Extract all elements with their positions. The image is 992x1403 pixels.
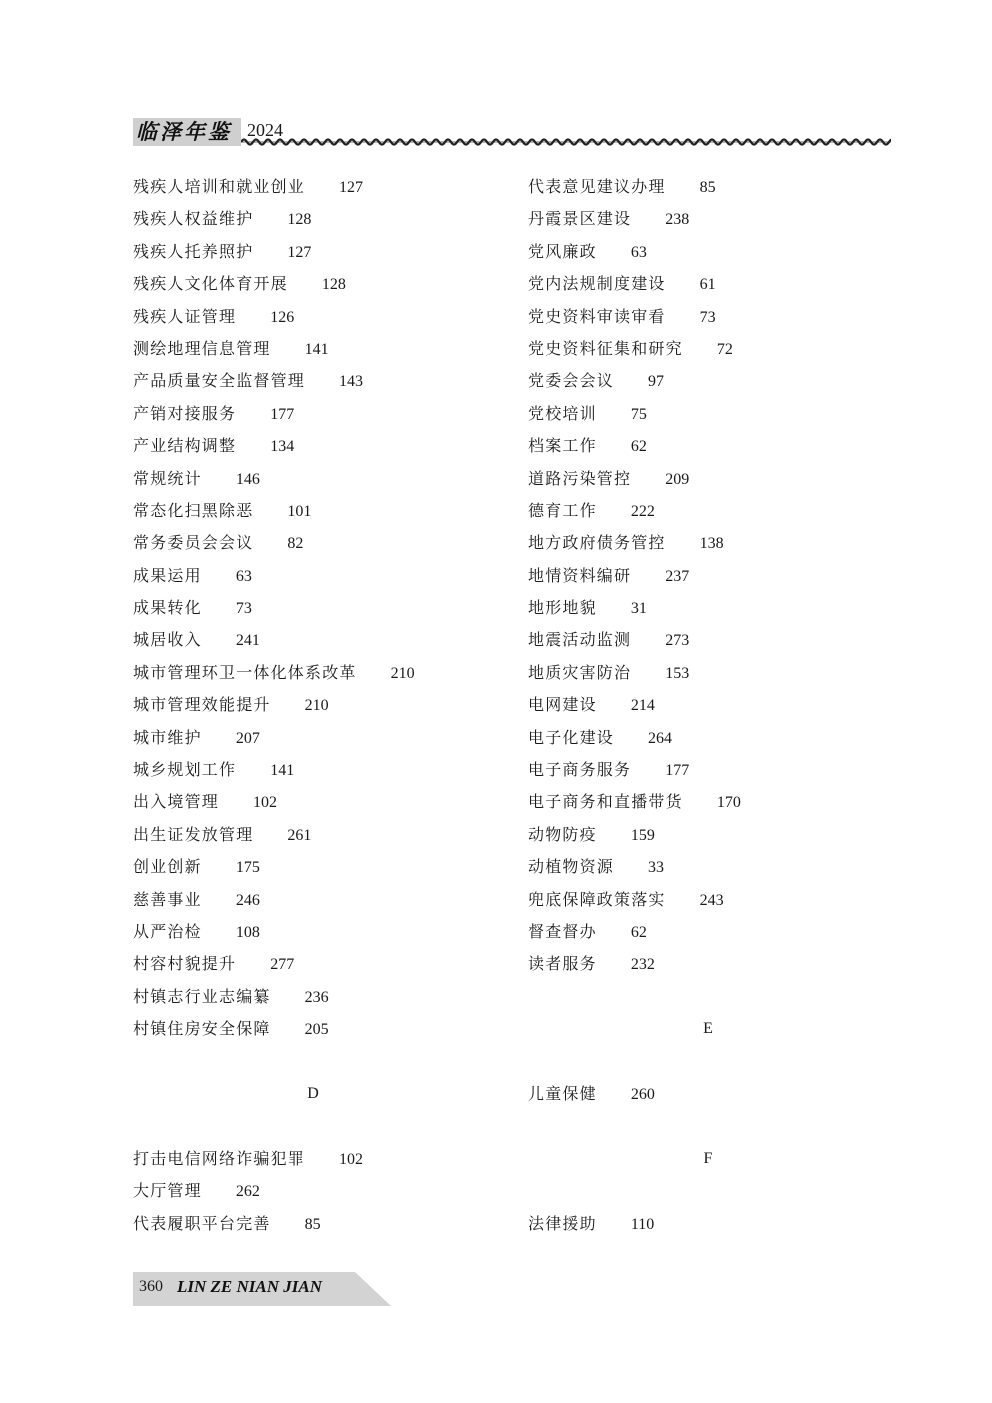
- index-term: 儿童保健: [528, 1083, 597, 1103]
- index-term: 常务委员会会议: [133, 533, 254, 553]
- index-page-number: 236: [304, 988, 329, 1006]
- index-term: 督查督办: [528, 921, 597, 941]
- index-page-number: 210: [390, 664, 415, 682]
- index-entry: [528, 306, 908, 338]
- index-term: 常态化扫黑除恶: [133, 500, 254, 520]
- index-term: 党内法规制度建设: [528, 274, 666, 294]
- index-term: 道路污染管控: [528, 468, 632, 488]
- index-column-left: [133, 176, 513, 1245]
- index-page-number: 134: [270, 438, 295, 456]
- index-page-number: 108: [235, 923, 260, 941]
- index-term: 测绘地理信息管理: [133, 338, 271, 358]
- index-term: 地震活动监测: [528, 630, 632, 650]
- index-term: 城市维护: [133, 727, 202, 747]
- index-term: 城市管理环卫一体化体系改革: [133, 662, 357, 682]
- index-entry: [528, 1213, 908, 1245]
- index-page-number: 101: [287, 502, 312, 520]
- index-page-number: 210: [304, 697, 329, 715]
- yearbook-brand: 临泽年鉴: [133, 118, 241, 146]
- index-term: 电子商务和直播带货: [528, 792, 683, 812]
- index-entry: [133, 921, 513, 953]
- index-page-number: 246: [235, 891, 260, 909]
- index-page-number: 82: [287, 535, 304, 553]
- index-entry: [528, 629, 908, 661]
- index-entry: [133, 824, 513, 856]
- index-term: 成果转化: [133, 598, 202, 618]
- index-term: 村容村貌提升: [133, 954, 237, 974]
- index-term: 党史资料审读审看: [528, 306, 666, 326]
- index-page-number: 261: [287, 826, 312, 844]
- index-term: 产品质量安全监督管理: [133, 371, 306, 391]
- index-term: 动植物资源: [528, 857, 615, 877]
- index-term: 残疾人托养照护: [133, 241, 254, 261]
- index-page-number: 31: [630, 600, 647, 618]
- index-page-number: 177: [270, 405, 295, 423]
- index-term: 产业结构调整: [133, 436, 237, 456]
- index-page-number: 205: [304, 1021, 329, 1039]
- index-term: 从严治检: [133, 921, 202, 941]
- index-term: 出生证发放管理: [133, 824, 254, 844]
- index-term: 兜底保障政策落实: [528, 889, 666, 909]
- index-page-number: 238: [665, 211, 690, 229]
- index-entry: [133, 1213, 513, 1245]
- index-term: 德育工作: [528, 500, 597, 520]
- index-entry: [528, 273, 908, 305]
- index-column-right: [528, 176, 908, 1245]
- index-page-number: 62: [630, 438, 647, 456]
- index-entry: [528, 338, 908, 370]
- index-entry: [528, 759, 908, 791]
- index-term: 成果运用: [133, 565, 202, 585]
- index-entry: [133, 1148, 513, 1180]
- section-letter-d: D: [307, 1084, 319, 1102]
- index-page-number: 33: [648, 859, 665, 877]
- index-entry: [528, 176, 908, 208]
- index-term: 地情资料编研: [528, 565, 632, 585]
- index-entry: [528, 662, 908, 694]
- index-entry: [528, 403, 908, 435]
- index-entry: [528, 208, 908, 240]
- index-entry: [133, 662, 513, 694]
- index-page-number: 127: [339, 179, 364, 196]
- index-entry: [133, 273, 513, 305]
- index-entry: [133, 306, 513, 338]
- index-page-number: 264: [648, 729, 673, 747]
- index-term: 党委会会议: [528, 371, 615, 391]
- index-page-number: 141: [270, 762, 295, 780]
- index-entry: [528, 791, 908, 823]
- index-term: 出入境管理: [133, 792, 220, 812]
- index-term: 地方政府债务管控: [528, 533, 666, 553]
- index-page-number: 260: [630, 1085, 655, 1103]
- index-entry: [528, 921, 908, 953]
- index-entry: [133, 791, 513, 823]
- index-page-number: 75: [630, 405, 647, 423]
- index-list-f: [528, 1213, 908, 1245]
- index-term: 残疾人培训和就业创业: [133, 177, 306, 196]
- page-number: 360: [139, 1278, 163, 1295]
- index-page-number: 85: [304, 1215, 321, 1233]
- index-page-number: 73: [235, 600, 252, 618]
- index-entry: [133, 759, 513, 791]
- index-entry: [133, 953, 513, 985]
- index-page-number: 159: [630, 826, 655, 844]
- index-entry: [133, 565, 513, 597]
- index-term: 大厅管理: [133, 1181, 202, 1201]
- index-term: 城居收入: [133, 630, 202, 650]
- index-entry: [133, 500, 513, 532]
- index-entry: [528, 953, 908, 985]
- index-entry: [528, 241, 908, 273]
- index-page-number: 110: [630, 1215, 655, 1233]
- index-term: 党史资料征集和研究: [528, 338, 683, 358]
- index-term: 村镇住房安全保障: [133, 1019, 271, 1039]
- index-term: 党校培训: [528, 403, 597, 423]
- footer-title: LIN ZE NIAN JIAN: [177, 1277, 322, 1296]
- index-page-number: 170: [716, 794, 741, 812]
- index-term: 代表意见建议办理: [528, 177, 666, 196]
- index-entry: [528, 565, 908, 597]
- index-page-number: 243: [699, 891, 724, 909]
- index-term: 党风廉政: [528, 241, 597, 261]
- index-page-number: 209: [665, 470, 690, 488]
- index-entry: [133, 532, 513, 564]
- index-page-number: 143: [339, 373, 364, 391]
- index-term: 常规统计: [133, 468, 202, 488]
- index-entry: [528, 468, 908, 500]
- index-page-number: 62: [630, 923, 647, 941]
- index-page-number: 262: [235, 1183, 260, 1201]
- index-entry: [528, 532, 908, 564]
- index-term: 村镇志行业志编纂: [133, 986, 271, 1006]
- page-footer: [133, 1272, 393, 1306]
- index-term: 动物防疫: [528, 824, 597, 844]
- index-entry: [133, 241, 513, 273]
- index-entry: [528, 889, 908, 921]
- index-term: 代表履职平台完善: [133, 1213, 271, 1233]
- index-list-e: [528, 1083, 908, 1115]
- yearbook-year: 2024: [247, 120, 283, 140]
- index-page-number: 97: [648, 373, 665, 391]
- index-page-number: 85: [699, 179, 716, 196]
- index-entry: [133, 435, 513, 467]
- index-page-number: 63: [630, 243, 647, 261]
- index-page-number: 72: [716, 340, 733, 358]
- index-page-number: 175: [235, 859, 260, 877]
- index-entry: [133, 1180, 513, 1212]
- section-letter-e: E: [703, 1020, 713, 1038]
- index-term: 城乡规划工作: [133, 760, 237, 780]
- index-term: 档案工作: [528, 436, 597, 456]
- index-term: 残疾人权益维护: [133, 209, 254, 229]
- index-entry: [528, 1083, 908, 1115]
- index-entry: [133, 1018, 513, 1050]
- index-page-number: 153: [665, 664, 690, 682]
- index-page-number: 128: [321, 276, 346, 294]
- index-page-number: 102: [339, 1150, 364, 1168]
- index-page-number: 63: [235, 567, 252, 585]
- index-entry: [133, 629, 513, 661]
- index-entry: [133, 208, 513, 240]
- index-term: 打击电信网络诈骗犯罪: [133, 1148, 306, 1168]
- index-entry: [133, 727, 513, 759]
- index-page-number: 241: [235, 632, 260, 650]
- index-entry: [133, 338, 513, 370]
- index-list-d-continued: [528, 176, 908, 986]
- page-header: [133, 116, 888, 150]
- header-wave-rule: [241, 136, 891, 148]
- index-entry: [528, 694, 908, 726]
- index-entry: [133, 370, 513, 402]
- index-term: 读者服务: [528, 954, 597, 974]
- index-entry: [133, 986, 513, 1018]
- index-page-number: 73: [699, 308, 716, 326]
- index-entry: [528, 856, 908, 888]
- index-entry: [528, 500, 908, 532]
- index-entry: [133, 889, 513, 921]
- index-page-number: 277: [270, 956, 295, 974]
- index-page-number: 222: [630, 502, 655, 520]
- index-page-number: 207: [235, 729, 260, 747]
- index-page-number: 102: [253, 794, 278, 812]
- index-page-number: 273: [665, 632, 690, 650]
- index-entry: [528, 597, 908, 629]
- index-entry: [133, 468, 513, 500]
- index-page-number: 232: [630, 956, 655, 974]
- section-letter-f: F: [703, 1149, 713, 1167]
- index-page-number: 214: [630, 697, 655, 715]
- index-page-number: 141: [304, 340, 329, 358]
- index-term: 残疾人证管理: [133, 306, 237, 326]
- index-term: 法律援助: [528, 1213, 597, 1233]
- index-term: 地质灾害防治: [528, 662, 632, 682]
- index-page-number: 146: [235, 470, 260, 488]
- index-term: 电网建设: [528, 695, 597, 715]
- index-entry: [133, 597, 513, 629]
- index-term: 电子化建设: [528, 727, 615, 747]
- index-page-number: 61: [699, 276, 716, 294]
- index-entry: [133, 403, 513, 435]
- index-term: 地形地貌: [528, 598, 597, 618]
- index-entry: [133, 856, 513, 888]
- index-page-number: 237: [665, 567, 690, 585]
- index-term: 残疾人文化体育开展: [133, 274, 288, 294]
- index-term: 慈善事业: [133, 889, 202, 909]
- index-term: 城市管理效能提升: [133, 695, 271, 715]
- index-entry: [528, 727, 908, 759]
- index-entry: [528, 435, 908, 467]
- index-page-number: 127: [287, 243, 312, 261]
- index-term: 产销对接服务: [133, 403, 237, 423]
- index-term: 丹霞景区建设: [528, 209, 632, 229]
- index-entry: [133, 694, 513, 726]
- index-page-number: 138: [699, 535, 724, 553]
- index-list-c: [133, 176, 513, 1051]
- index-page-number: 126: [270, 308, 295, 326]
- index-term: 电子商务服务: [528, 760, 632, 780]
- index-page-number: 128: [287, 211, 312, 229]
- index-entry: [528, 824, 908, 856]
- index-entry: [528, 370, 908, 402]
- index-page-number: 177: [665, 762, 690, 780]
- index-list-d: [133, 1148, 513, 1245]
- index-entry: [133, 176, 513, 208]
- index-term: 创业创新: [133, 857, 202, 877]
